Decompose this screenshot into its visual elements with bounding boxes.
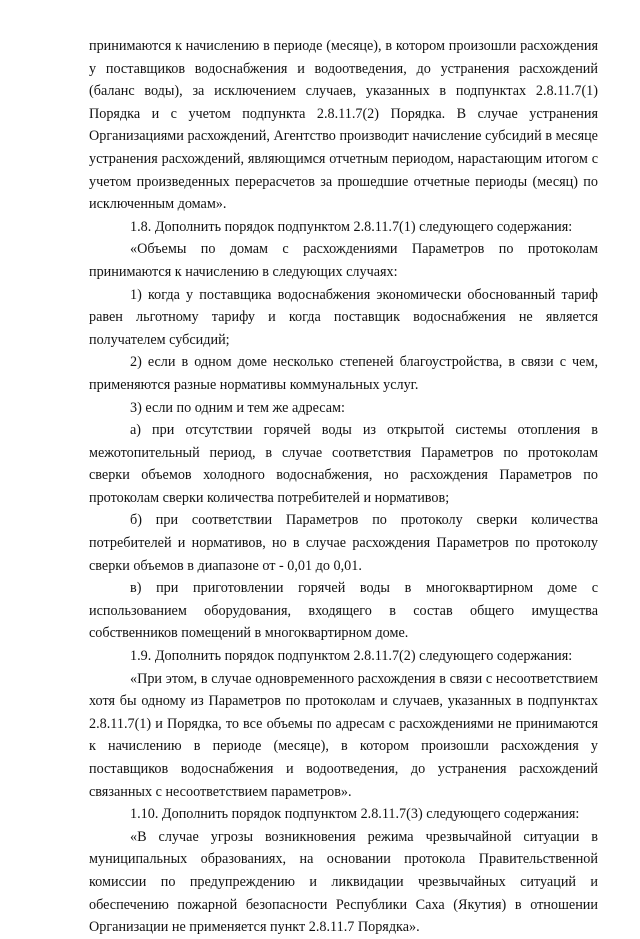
paragraph-item-1-9: 1.9. Дополнить порядок подпунктом 2.8.11.7(2) следующего содержания: xyxy=(130,648,573,665)
paragraph-case-3: 3) если по одним и тем же адресам: xyxy=(130,399,345,416)
paragraph-quote-volumes: «Объемы по домам с расхождениями Параметров по протоколам принимаются к начислению в следующих случаях: xyxy=(89,241,598,280)
paragraph-continuation: принимаются к начислению в периоде (месяце), в котором произошли расхождения у поставщиков водоснабжения и водоотведения, до устранения расхождений (баланс воды), за исключением случаев, указанных в подпунктах 2.8.11.7(1) Порядка и с учетом подпункта 2.8.11.7(2) Порядка. В случае устранения Организациями расхождений, Агентство производит начисление субсидий в месяце устранения расхождений, являющимся отчетным периодом, нарастающим итогом с учетом произведенных перерасчетов за прошедшие отчетные периоды (месяц) по исключенным домам». xyxy=(89,38,598,213)
paragraph-case-3b: б) при соответствии Параметров по протоколу сверки количества потребителей и нормативов, но в случае расхождения Параметров по протоколу сверки объемов в диапазоне от - 0,01 до 0,01. xyxy=(89,512,598,574)
paragraph-case-3v: в) при приготовлении горячей воды в многоквартирном доме с использованием оборудования, входящего в состав общего имущества собственников помещений в многоквартирном доме. xyxy=(89,580,598,642)
paragraph-case-3a: а) при отсутствии горячей воды из открытой системы отопления в межотопительный период, в случае соответствия Параметров по протоколам сверки объемов холодного водоснабжения, но расхождения Параметров по протоколам сверки количества потребителей и нормативов; xyxy=(89,422,598,506)
paragraph-case-2: 2) если в одном доме несколько степеней благоустройства, в связи с чем, применяются разные нормативы коммунальных услуг. xyxy=(89,354,598,393)
paragraph-quote-emergency: «В случае угрозы возникновения режима чрезвычайной ситуации в муниципальных образованиях, на основании протокола Правительственной комиссии по предупреждению и ликвидации чрезвычайных ситуаций и обеспечению пожарной безопасности Республики Саха (Якутия) в отношении Организации не применяется пункт 2.8.11.7 Порядка». xyxy=(89,828,598,936)
paragraph-case-1: 1) когда у поставщика водоснабжения экономически обоснованный тариф равен льготному тарифу и когда поставщик водоснабжения не является получателем субсидий; xyxy=(89,286,598,348)
paragraph-item-1-8: 1.8. Дополнить порядок подпунктом 2.8.11.7(1) следующего содержания: xyxy=(130,218,573,235)
paragraph-item-1-10: 1.10. Дополнить порядок подпунктом 2.8.11.7(3) следующего содержания: xyxy=(130,806,580,823)
paragraph-quote-simultaneous: «При этом, в случае одновременного расхождения в связи с несоответствием хотя бы одному из Параметров по протоколам и случаев, указанных в подпунктах 2.8.11.7(1) и Порядка, то все объемы по адресам с расхождениями не принимаются к начислению в периоде (месяце), в котором произошли расхождения у поставщиков водоснабжения и водоотведения, до устранения расхождений связанных с несоответствием параметров». xyxy=(89,670,598,800)
